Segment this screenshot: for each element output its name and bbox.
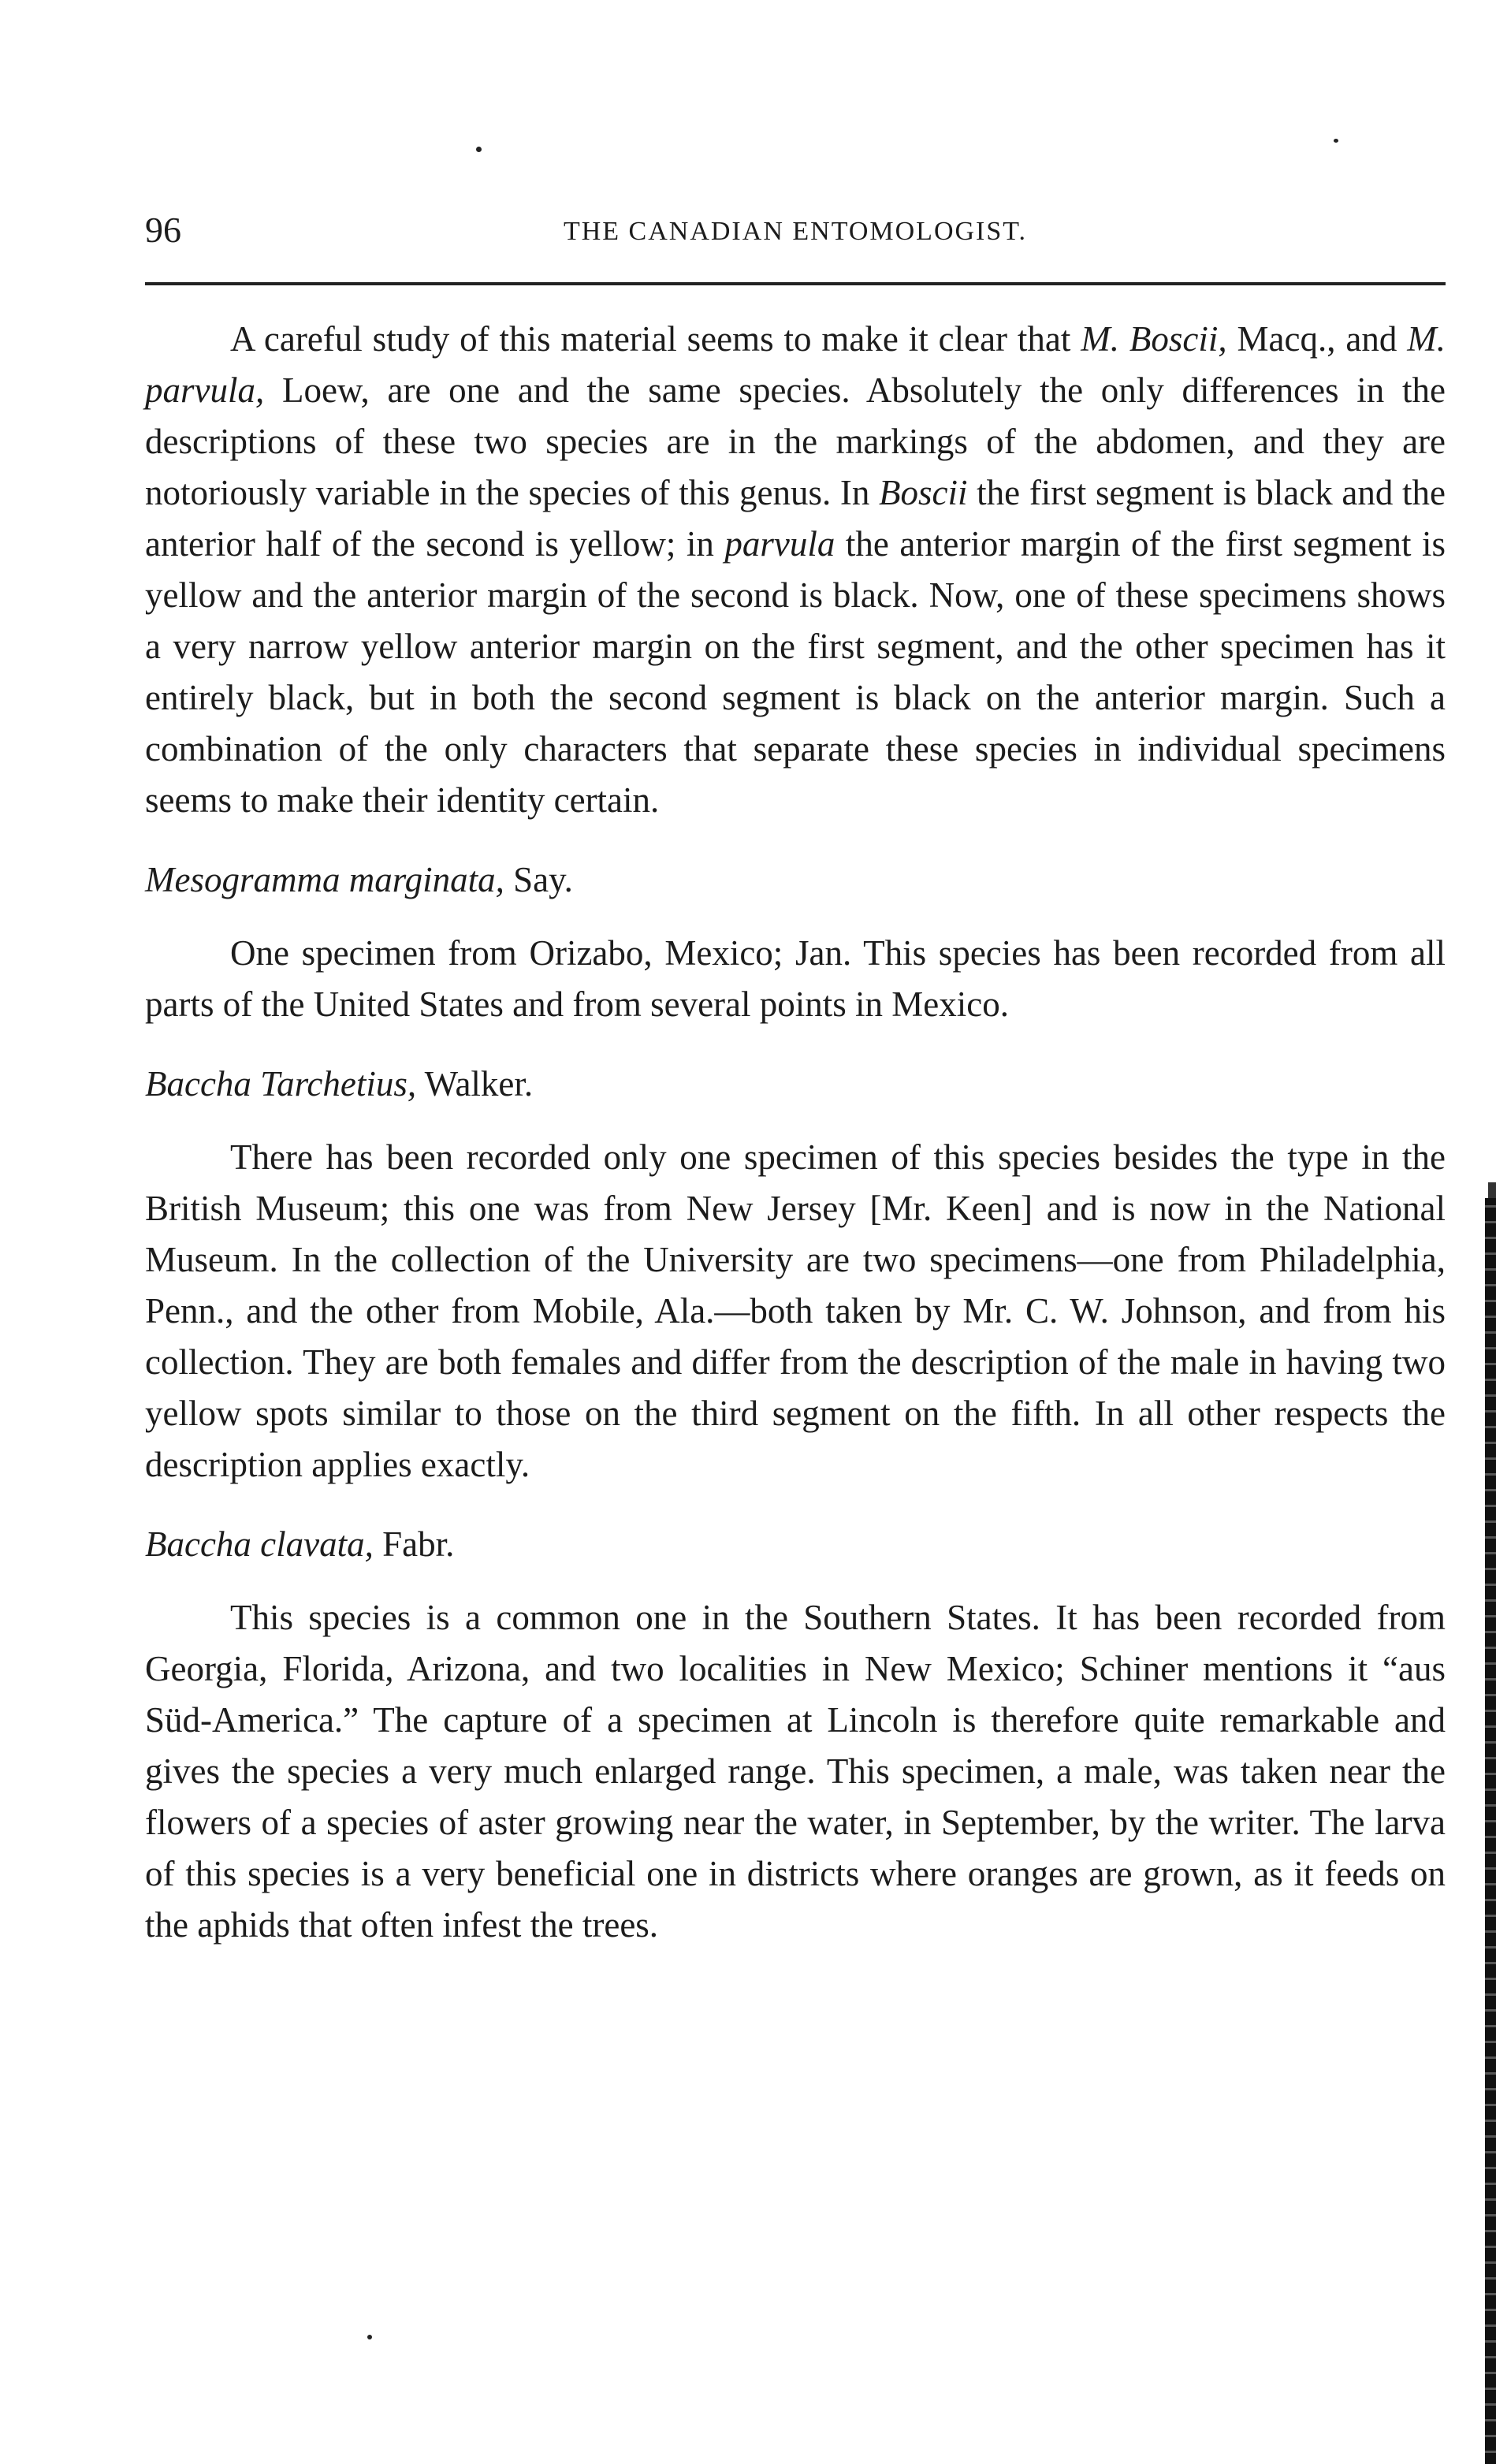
author-name: Say.	[504, 860, 573, 899]
species-name: parvula	[724, 524, 835, 564]
author-name: Fabr.	[373, 1524, 455, 1564]
body-text	[145, 314, 1446, 1951]
page-number: 96	[145, 210, 181, 250]
header-rule	[145, 282, 1446, 285]
print-speck	[367, 2335, 372, 2339]
print-speck	[476, 147, 482, 152]
paragraph-text: the first segment is black and the anterior half of the second is yellow; in	[145, 473, 1446, 564]
paragraph	[145, 314, 1446, 826]
page-header	[145, 207, 1446, 254]
paragraph-text: A careful study of this material seems to make it clear that	[230, 319, 1081, 359]
species-heading: Baccha clavata,	[145, 1524, 374, 1564]
paragraph: This species is a common one in the Southern States. It has been recorded from Georgia, Florida, Arizona, and two localities in New Mexico; Schiner mentions it “aus Süd-America.” The capture of a specimen at Lincoln is therefore quite remarkable and gives the species a very much enlarged range. This specimen, a male, was taken near the flowers of a species of aster growing near the water, in September, by the writer. The larva of this species is a very beneficial one in districts where oranges are grown, as it feeds on the aphids that often infest the trees.	[145, 1598, 1446, 1945]
scan-edge	[1485, 1198, 1496, 2464]
species-heading: Mesogramma marginata,	[145, 860, 504, 899]
paragraph: One specimen from Orizabo, Mexico; Jan. This species has been recorded from all parts of the United States and from several points in Mexico.	[145, 933, 1446, 1024]
paragraph-text: Loew, are one and the same species. Absolutely the only differences in the descriptions of these two species are in the markings of the abdomen, and they are notoriously variable in the species of this genus. In	[145, 370, 1446, 512]
section-heading	[145, 1059, 1446, 1110]
running-head: THE CANADIAN ENTOMOLOGIST.	[563, 217, 1028, 246]
paragraph-text: the anterior margin of the first segment is yellow and the anterior margin of the second is black. Now, one of these specimens shows a very narrow yellow anterior margin on the first segment, and the other specimen has it entirely black, but in both the second segment is black on the anterior margin. Such a combination of the only characters that separate these species in individual specimens seems to make their identity certain.	[145, 524, 1446, 820]
species-name: M. parvula,	[145, 319, 1446, 410]
paragraph-text: Macq., and	[1226, 319, 1408, 359]
section-heading	[145, 854, 1446, 906]
author-name: Walker.	[416, 1064, 534, 1104]
species-heading: Baccha Tarchetius,	[145, 1064, 417, 1104]
section-heading	[145, 1519, 1446, 1570]
species-name: M. Boscii,	[1081, 319, 1227, 359]
print-speck	[1334, 139, 1338, 143]
species-name: Boscii	[879, 473, 968, 512]
paragraph: There has been recorded only one specimen of this species besides the type in the British Museum; this one was from New Jersey [Mr. Keen] and is now in the National Museum. In the collection of the University are two specimens—one from Philadelphia, Penn., and the other from Mobile, Ala.—both taken by Mr. C. W. Johnson, and from his collection. They are both females and differ from the description of the male in having two yellow spots similar to those on the third segment on the fifth. In all other respects the description applies exactly.	[145, 1137, 1446, 1484]
